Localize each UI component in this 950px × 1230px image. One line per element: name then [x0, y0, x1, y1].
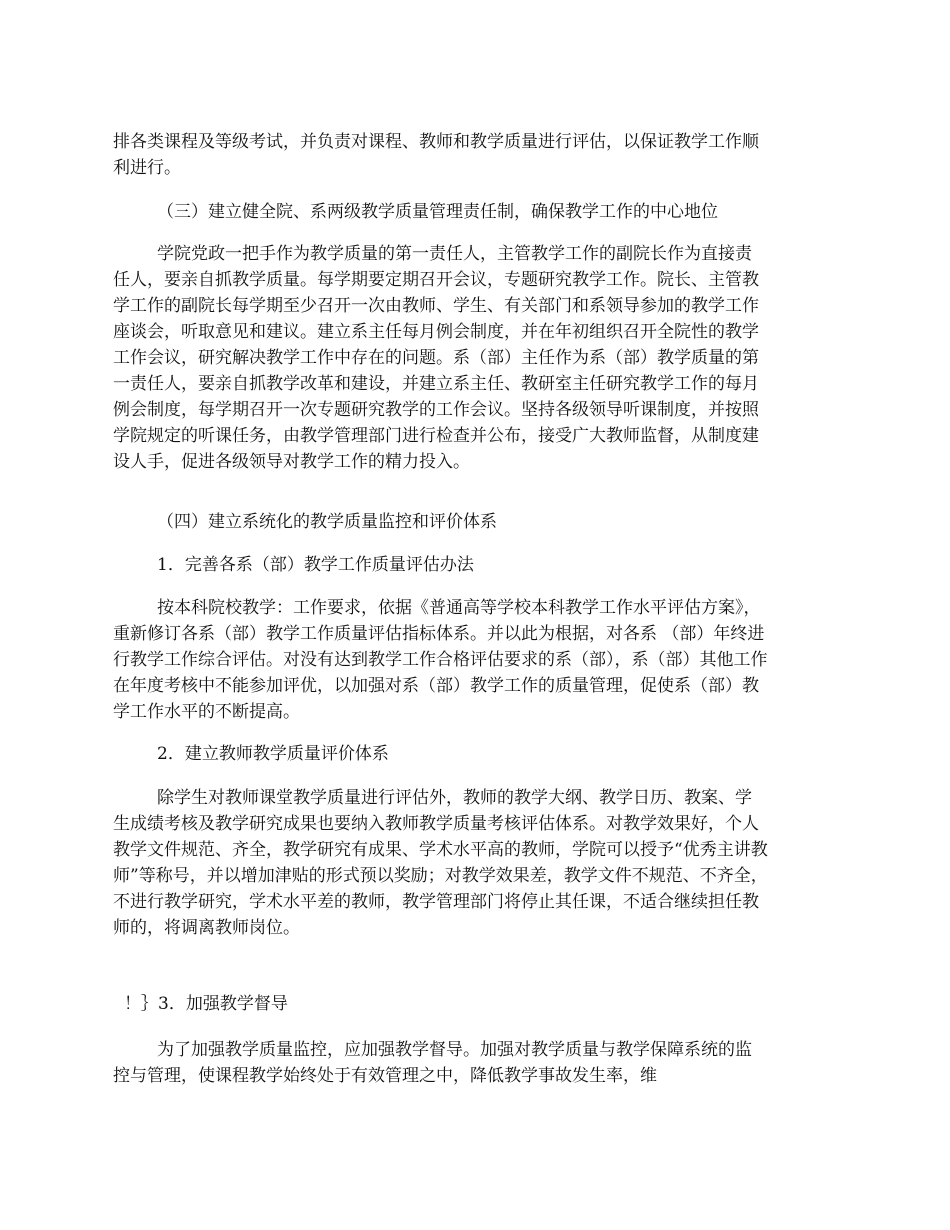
- subheading-4-2: 2．建立教师教学质量评价体系: [157, 744, 389, 764]
- paragraph-supervision: 为了加强教学质量监控，应加强教学督导。加强对教学质量与教学保障系统的监控与管理，使课程教学始终处于有效管理之中，降低教学事故发生率，维: [113, 1040, 752, 1086]
- section-heading-4: （四）建立系统化的教学质量监控和评价体系: [157, 512, 497, 532]
- subheading-4-3: ！｝3．加强教学督导: [124, 994, 288, 1014]
- paragraph-continued: 排各类课程及等级考试，并负责对课程、教师和教学质量进行评估，以保证教学工作顺利进行。: [113, 132, 759, 178]
- subheading-4-1: 1．完善各系（部）教学工作质量评估办法: [157, 555, 474, 575]
- paragraph-responsibility: 学院党政一把手作为教学质量的第一责任人，主管教学工作的副院长作为直接责任人，要亲自抓教学质量。每学期要定期召开会议，专题研究教学工作。院长、主管教学工作的副院长每学期至少召开一次由教师、学生、有关部门和系领导参加的教学工作座谈会，听取意见和建议。建立系主任每月例会制度，并在年初组织召开全院性的教学工作会议，研究解决教学工作中存在的问题。系（部）主任作为系（部）教学质量的第一责任人，要亲自抓教学改革和建设，并建立系主任、教研室主任研究教学工作的每月例会制度，每学期召开一次专题研究教学的工作会议。坚持各级领导听课制度，并按照学院规定的听课任务，由教学管理部门进行检查并公布，接受广大教师监督，从制度建设人手，促进各级领导对教学工作的精力投入。: [113, 244, 759, 472]
- paragraph-evaluation-method: 按本科院校教学：工作要求，依据《普通高等学校本科教学工作水平评估方案》，重新修订各系（部）教学工作质量评估指标体系。并以此为根据，对各系 （部）年终进行教学工作综合评估。对没有达到教学工作合格评估要求的系（部），系（部）其他工作在年度考核中不能参加评优，以加强对系（部）教学工作的质量管理，促使系（部）教学工作水平的不断提高。: [113, 598, 768, 722]
- section-heading-3: （三）建立健全院、系两级教学质量管理责任制，确保教学工作的中心地位: [157, 202, 718, 222]
- paragraph-teacher-evaluation: 除学生对教师课堂教学质量进行评估外，教师的教学大纲、教学日历、教案、学生成绩考核及教学研究成果也要纳入教师教学质量考核评估体系。对教学效果好，个人教学文件规范、齐全，教学研究有成果、学术水平高的教师，学院可以授予“优秀主讲教师”等称号，并以增加津贴的形式预以奖励；对教学效果差，教学文件不规范、不齐全，不进行教学研究，学术水平差的教师，教学管理部门将停止其任课，不适合继续担任教师的，将调离教师岗位。: [113, 788, 768, 938]
